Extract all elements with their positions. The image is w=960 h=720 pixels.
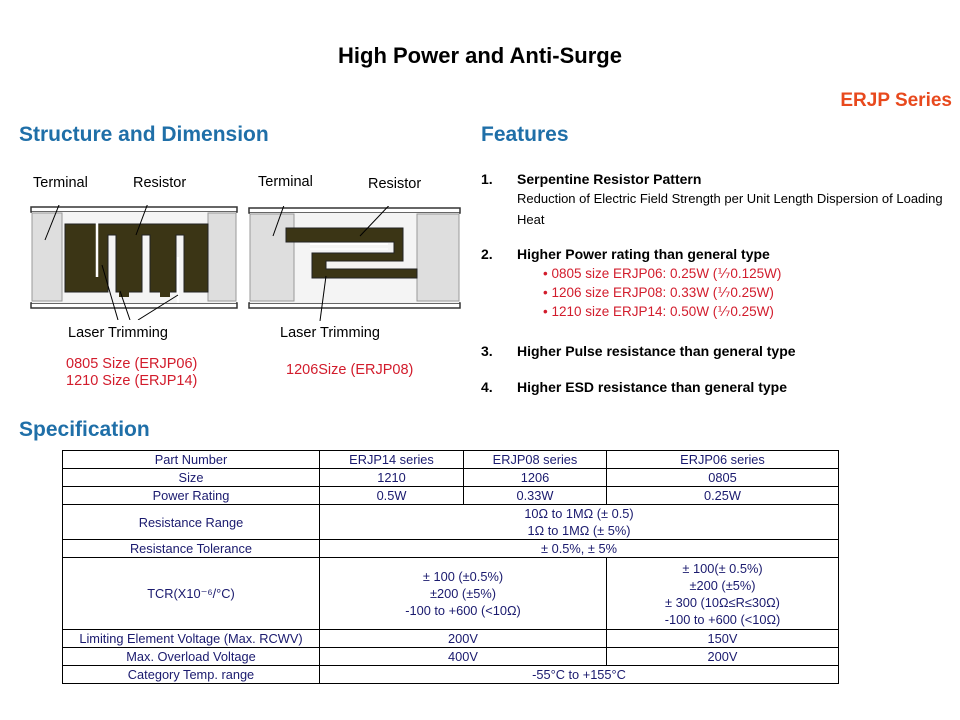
size-label-0805: 0805 Size (ERJP06) <box>66 356 198 372</box>
table-row <box>63 487 839 505</box>
table-row <box>63 451 839 469</box>
table-row <box>63 630 839 648</box>
table-cell: 0.25W <box>607 487 839 505</box>
table-cell: -55°C to +155°C <box>320 666 839 684</box>
structure-heading: Structure and Dimension <box>19 123 269 146</box>
table-cell: 0805 <box>607 469 839 487</box>
feature-number: 4. <box>481 379 493 395</box>
table-cell: 0.33W <box>464 487 607 505</box>
table-cell: Part Number <box>63 451 320 469</box>
tcr-line: ± 300 (10Ω≤R≤30Ω) <box>665 594 780 610</box>
tcr-line: ±200 (±5%) <box>430 586 496 601</box>
series-label: ERJP Series <box>840 90 952 111</box>
table-row <box>63 648 839 666</box>
feature-item-1 <box>481 171 951 230</box>
laser-trimming-label-right: Laser Trimming <box>280 325 380 341</box>
specification-table <box>62 450 839 684</box>
table-cell <box>320 505 839 540</box>
feature-number: 2. <box>481 246 493 262</box>
table-cell: Category Temp. range <box>63 666 320 684</box>
feature-number: 1. <box>481 171 493 187</box>
tcr-line: -100 to +600 (<10Ω) <box>664 611 781 627</box>
page-title: High Power and Anti-Surge <box>338 43 622 68</box>
table-cell: 1206 <box>464 469 607 487</box>
resistor-label-right: Resistor <box>368 176 422 192</box>
table-cell: ERJP14 series <box>320 451 464 469</box>
power-bullet-0805: • 0805 size ERJP06: 0.25W (⅐0.125W) <box>543 266 782 281</box>
tcr-line: ± 100 (±0.5%) <box>422 569 504 584</box>
power-bullet-1206: • 1206 size ERJP08: 0.33W (⅐0.25W) <box>543 285 774 300</box>
resistance-range-line: 1Ω to 1MΩ (± 5%) <box>527 523 631 538</box>
resistor-label-left: Resistor <box>133 175 187 191</box>
feature-number: 3. <box>481 343 493 359</box>
serpentine-resistor-diagram-0805-1210 <box>30 205 240 320</box>
table-row <box>63 666 839 684</box>
tcr-line: ±200 (±5%) <box>689 577 756 593</box>
features-heading: Features <box>481 123 569 146</box>
feature-item-2 <box>481 246 951 321</box>
feature-item-4 <box>481 379 951 395</box>
table-row <box>63 540 839 558</box>
table-cell: ± 0.5%, ± 5% <box>320 540 839 558</box>
table-cell: TCR(X10⁻⁶/°C) <box>63 558 320 630</box>
table-cell: 200V <box>607 648 839 666</box>
feature-title: Higher ESD resistance than general type <box>517 379 787 395</box>
table-cell: Max. Overload Voltage <box>63 648 320 666</box>
size-label-1210: 1210 Size (ERJP14) <box>66 373 198 389</box>
table-cell: Power Rating <box>63 487 320 505</box>
resistance-range-line: 10Ω to 1MΩ (± 0.5) <box>524 506 634 521</box>
table-cell <box>607 558 839 630</box>
terminal-label-left: Terminal <box>33 175 88 191</box>
table-row <box>63 469 839 487</box>
table-cell: ERJP06 series <box>607 451 839 469</box>
table-cell: Limiting Element Voltage (Max. RCWV) <box>63 630 320 648</box>
power-rating-bullets <box>517 264 951 321</box>
feature-title: Higher Power rating than general type <box>517 246 770 262</box>
table-cell: 0.5W <box>320 487 464 505</box>
table-cell: Resistance Range <box>63 505 320 540</box>
feature-title: Serpentine Resistor Pattern <box>517 171 702 187</box>
serpentine-resistor-diagram-1206 <box>248 206 463 321</box>
table-cell: Size <box>63 469 320 487</box>
power-bullet-1210: • 1210 size ERJP14: 0.50W (⅐0.25W) <box>543 304 774 319</box>
tcr-line: -100 to +600 (<10Ω) <box>405 603 521 618</box>
table-cell: 200V <box>320 630 607 648</box>
feature-description: Reduction of Electric Field Strength per Unit Length Dispersion of Loading Heat <box>517 191 943 227</box>
table-row <box>63 558 839 630</box>
feature-title: Higher Pulse resistance than general type <box>517 343 796 359</box>
specification-heading: Specification <box>19 418 150 441</box>
feature-item-3 <box>481 343 951 359</box>
table-cell <box>320 558 607 630</box>
terminal-label-right: Terminal <box>258 174 313 190</box>
table-cell: ERJP08 series <box>464 451 607 469</box>
features-list <box>481 171 951 411</box>
table-row <box>63 505 839 540</box>
table-cell: 400V <box>320 648 607 666</box>
table-cell: 1210 <box>320 469 464 487</box>
table-cell: 150V <box>607 630 839 648</box>
table-cell: Resistance Tolerance <box>63 540 320 558</box>
size-label-1206: 1206Size (ERJP08) <box>286 362 414 378</box>
tcr-line: ± 100(± 0.5%) <box>682 560 763 576</box>
laser-trimming-label-left: Laser Trimming <box>68 325 168 341</box>
